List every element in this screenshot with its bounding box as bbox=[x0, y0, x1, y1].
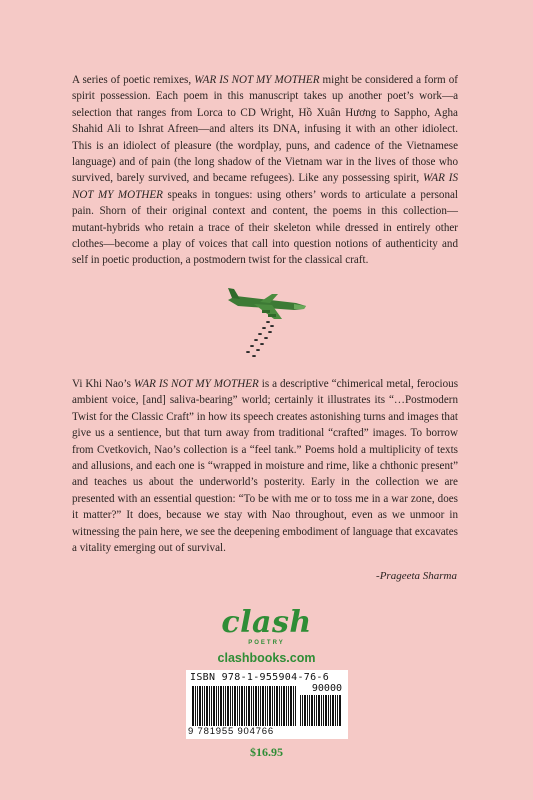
barcode-bar bbox=[211, 686, 212, 726]
barcode-bar bbox=[195, 686, 196, 726]
barcode-digits: 9 781955 904766 bbox=[188, 726, 274, 737]
barcode-bar bbox=[232, 686, 233, 726]
clash-logo: clash bbox=[221, 605, 312, 640]
barcode-bar bbox=[288, 686, 289, 726]
barcode-bar bbox=[192, 686, 194, 726]
barcode-bar bbox=[311, 695, 313, 726]
barcode-bar bbox=[234, 686, 236, 726]
book-title-italic: WAR IS NOT MY MOTHER bbox=[72, 172, 458, 201]
barcode-bar bbox=[281, 686, 282, 726]
barcode-bar bbox=[239, 686, 240, 726]
barcode-bar bbox=[328, 695, 329, 726]
barcode-bar bbox=[220, 686, 222, 726]
barcode-bar bbox=[262, 686, 264, 726]
barcode-bar bbox=[321, 695, 322, 726]
barcode-bar bbox=[218, 686, 219, 726]
barcode-bar bbox=[339, 695, 341, 726]
publisher-blurb bbox=[72, 72, 458, 269]
barcode-bar bbox=[293, 686, 294, 726]
barcode-bar bbox=[248, 686, 250, 726]
barcode-bar bbox=[330, 695, 331, 726]
barcode-bar bbox=[279, 686, 280, 726]
publisher-website: clashbooks.com bbox=[217, 651, 316, 665]
barcode-bar bbox=[253, 686, 254, 726]
barcode-bar bbox=[314, 695, 315, 726]
blurb-text: might be considered a form of spirit possession. Each poem in this manuscript takes up another poet’s work—a selection that ranges from Lorca to CD Wright, Hồ Xuân Hương to Sappho, Agha Shahid Ali to Ishrat Afreen—and alters its DNA, infusing it with an other idiolect. This is an idiolect of pleasure (the wordplay, puns, and cadence of the Vietnamese language) and of pain (the long shadow of the Vietnam war in the lives of those who survived, barely survived, and became refugees). Like any possessing spirit, bbox=[72, 74, 458, 185]
barcode-bar bbox=[204, 686, 205, 726]
barcode-bar bbox=[307, 695, 308, 726]
barcode-bar bbox=[237, 686, 238, 726]
barcode-bar bbox=[202, 686, 203, 726]
barcode-bar bbox=[213, 686, 215, 726]
barcode-bar bbox=[316, 695, 317, 726]
barcode-bar bbox=[269, 686, 271, 726]
blurb-text: speaks in tongues: using others’ words to articulate a personal pain. Shorn of their original context and content, the poems in this collection—mutant-hybrids who retain a trace of their skeleton while dressed in entirely other clothes—become a play of voices that call into question notions of authenticity and self in poetic production, a postmodern twist for the classical craft. bbox=[72, 188, 459, 267]
barcode-bar bbox=[267, 686, 268, 726]
barcode-bars bbox=[192, 686, 296, 726]
barcode-bar bbox=[335, 695, 336, 726]
barcode-bar bbox=[302, 695, 303, 726]
barcode-bar bbox=[209, 686, 210, 726]
barcode-bar bbox=[265, 686, 266, 726]
isbn-barcode bbox=[186, 670, 348, 739]
review-text: is a descriptive “chimerical metal, ferocious ambient voice, [and] saliva-bearing” world; certainly it illustrates its “…Postmodern Twist for the Classic Craft” in how its speech creates astonishing turns and images that give us a sentience, but that turn away from traditional “crafted” images. To borrow from Cvetkovich, Nao’s collection is a “feel tank.” Poems hold a multiplicity of texts and allusions, and each one is “wrapped in moisture and rime, like a chthonic present” and teaches us about the underworld’s posterity. Early in the collection we are presented with an essential question: “To be with me or to toss me in a war zone, does it matter?” It does, because we stay with Nao throughout, even as we unmoor in witnessing the pain here, we see the deepening embodiment of language that excavates a vitality emerging out of survival. bbox=[72, 378, 459, 555]
barcode-bar bbox=[227, 686, 229, 726]
barcode-bar bbox=[251, 686, 252, 726]
review-paragraph bbox=[72, 376, 458, 556]
barcode-bar bbox=[332, 695, 334, 726]
price-code: 90000 bbox=[311, 683, 342, 694]
price-label: $16.95 bbox=[250, 745, 283, 759]
barcode-bar bbox=[323, 695, 324, 726]
review-signature: -Prageeta Sharma bbox=[376, 570, 457, 582]
barcode-bar bbox=[304, 695, 306, 726]
barcode-bar bbox=[258, 686, 259, 726]
blurb-text: A series of poetic remixes, bbox=[72, 74, 195, 86]
barcode-bar bbox=[295, 686, 296, 726]
isbn-label: ISBN 978-1-955904-76-6 bbox=[190, 672, 330, 683]
barcode-addon-bars bbox=[300, 695, 342, 726]
barcode-bar bbox=[290, 686, 292, 726]
barcode-bar bbox=[255, 686, 257, 726]
barcode-bar bbox=[300, 695, 301, 726]
clash-logo-subtitle: POETRY bbox=[248, 640, 285, 646]
barcode-bar bbox=[337, 695, 338, 726]
barcode-bar bbox=[318, 695, 320, 726]
book-title-italic: WAR IS NOT MY MOTHER bbox=[194, 74, 320, 86]
barcode-bar bbox=[286, 686, 287, 726]
barcode-bar bbox=[244, 686, 245, 726]
blurb-paragraph bbox=[72, 72, 458, 269]
review-text: Vi Khi Nao’s bbox=[72, 378, 134, 390]
barcode-bar bbox=[272, 686, 273, 726]
barcode-bar bbox=[230, 686, 231, 726]
barcode-bar bbox=[276, 686, 278, 726]
barcode-bar bbox=[225, 686, 226, 726]
barcode-bar bbox=[274, 686, 275, 726]
book-title-italic: WAR IS NOT MY MOTHER bbox=[133, 378, 259, 390]
barcode-bar bbox=[206, 686, 208, 726]
barcode-bar bbox=[223, 686, 224, 726]
barcode-bar bbox=[199, 686, 201, 726]
review-quote bbox=[72, 376, 458, 556]
barcode-bar bbox=[197, 686, 198, 726]
barcode-bar bbox=[325, 695, 327, 726]
barcode-bar bbox=[216, 686, 217, 726]
barcode-bar bbox=[246, 686, 247, 726]
barcode-bar bbox=[283, 686, 285, 726]
barcode-bar bbox=[309, 695, 310, 726]
bomber-plane-icon bbox=[226, 286, 312, 360]
barcode-bar bbox=[241, 686, 243, 726]
barcode-bar bbox=[260, 686, 261, 726]
